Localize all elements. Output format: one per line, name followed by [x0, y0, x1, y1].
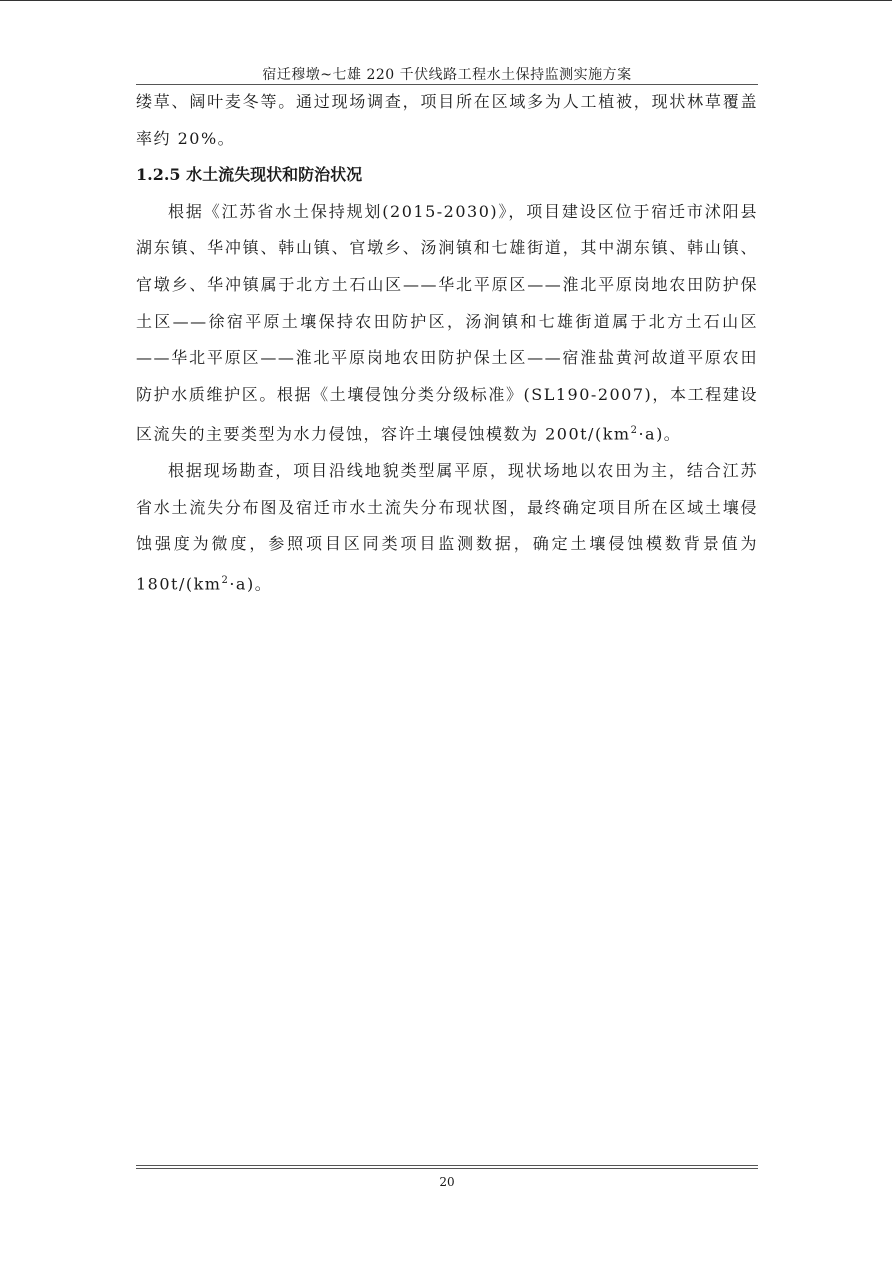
footer-rule	[136, 1165, 758, 1166]
superscript-2: 2	[630, 425, 639, 437]
superscript-2: 2	[221, 575, 230, 587]
page-number: 20	[439, 1175, 455, 1189]
running-header: 宿迁穆墩~七雄 220 千伏线路工程水土保持监测实施方案	[262, 67, 632, 83]
paragraph-soil-zoning-text: 根据《江苏省水土保持规划(2015-2030)》，项目建设区位于宿迁市沭阳县湖东镇、华冲镇、韩山镇、官墩乡、汤涧镇和七雄街道，其中湖东镇、韩山镇、官墩乡、华冲镇属于北方土石山区——华北平原区——淮北平原岗地农田防护保土区——徐宿平原土壤保持农田防护区，汤涧镇和七雄街道属于北方土石山区——华北平原区——淮北平原岗地农田防护保土区——宿淮盐黄河故道平原农田防护水质维护区。根据《土壤侵蚀分类分级标准》(SL190-2007)，本工程建设区流失的主要类型为水力侵蚀，容许土壤侵蚀模数为 200t/(km	[136, 201, 758, 444]
paragraph-soil-zoning-end: ·a)。	[638, 424, 682, 444]
paragraph-background-value-text: 根据现场勘查，项目沿线地貌类型属平原，现状场地以农田为主，结合江苏省水土流失分布图及宿迁市水土流失分布现状图，最终确定项目所在区域土壤侵蚀强度为微度，参照项目区同类项目监测数据，确定土壤侵蚀模数背景值为 180t/(km	[136, 461, 758, 594]
continuation-paragraph: 缕草、阔叶麦冬等。通过现场调查，项目所在区域多为人工植被，现状林草覆盖率约 20%。	[136, 92, 758, 148]
section-heading: 1.2.5 水土流失现状和防治状况	[136, 165, 363, 185]
page-body	[136, 84, 758, 603]
page-top-edge	[0, 0, 892, 1]
paragraph-soil-zoning	[136, 194, 758, 453]
footer-rule-secondary	[136, 1168, 758, 1169]
paragraph-background-value	[136, 453, 758, 603]
paragraph-background-value-end: ·a)。	[229, 574, 273, 594]
